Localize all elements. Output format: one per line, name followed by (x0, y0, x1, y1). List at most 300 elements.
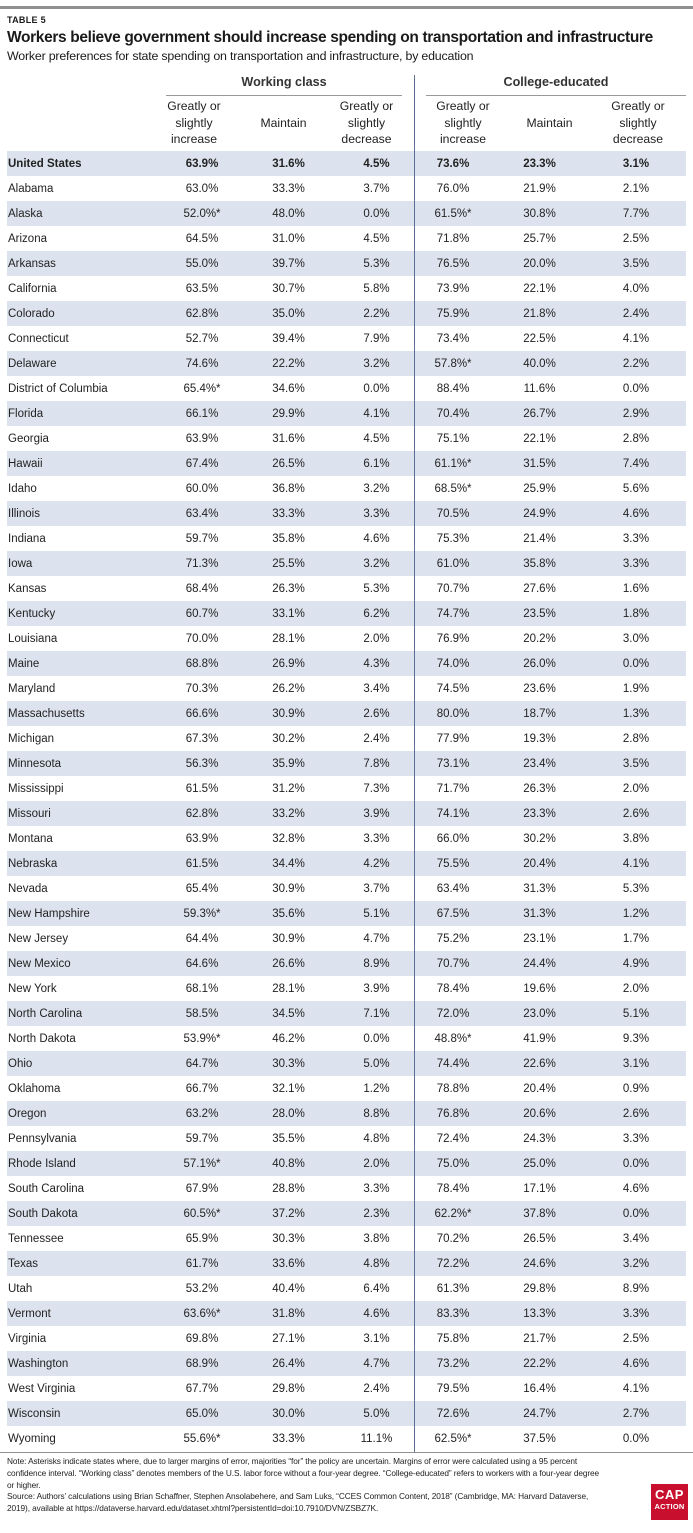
cell-ce-maintain: 41.9% (523, 1032, 556, 1045)
cell-wc-decrease: 2.0% (363, 1157, 390, 1170)
cell-state: California (8, 282, 57, 295)
cell-wc-decrease: 4.5% (363, 157, 390, 170)
cell-ce-increase: 76.9% (436, 632, 470, 645)
cell-ce-decrease: 2.1% (622, 182, 650, 195)
cell-state: Alaska (8, 207, 43, 220)
cell-ce-maintain: 26.7% (523, 407, 556, 420)
cell-ce-decrease: 4.9% (622, 957, 650, 970)
logo-line-2: ACTION (654, 1502, 685, 1511)
cell-wc-maintain: 31.0% (272, 232, 305, 245)
cell-ce-maintain: 23.5% (523, 607, 556, 620)
cell-wc-maintain: 26.2% (272, 682, 305, 695)
cell-ce-maintain: 19.6% (523, 982, 556, 995)
cell-wc-maintain: 30.0% (272, 1407, 305, 1420)
cell-wc-maintain: 31.6% (272, 432, 305, 445)
cell-ce-increase: 74.5% (436, 682, 470, 695)
cell-wc-increase: 64.6% (185, 957, 219, 970)
cell-ce-maintain: 24.4% (523, 957, 556, 970)
cell-wc-decrease: 3.3% (363, 1182, 390, 1195)
cell-ce-decrease: 2.7% (622, 1407, 650, 1420)
cell-state: Wisconsin (8, 1407, 61, 1420)
cell-ce-decrease: 1.6% (622, 582, 650, 595)
cell-wc-increase: 62.8% (185, 807, 219, 820)
cell-wc-decrease: 4.6% (363, 1307, 390, 1320)
cell-ce-increase: 57.8%* (434, 357, 472, 370)
cell-state: Montana (8, 832, 53, 845)
cell-ce-increase: 74.0% (436, 657, 470, 670)
cell-ce-decrease: 1.2% (622, 907, 650, 920)
cell-ce-decrease: 2.4% (622, 307, 650, 320)
cell-state: Washington (8, 1357, 69, 1370)
cell-wc-increase: 52.7% (185, 332, 219, 345)
cell-ce-decrease: 2.8% (622, 432, 650, 445)
cell-wc-increase: 63.4% (185, 507, 219, 520)
cell-ce-increase: 73.4% (436, 332, 470, 345)
cell-ce-maintain: 31.3% (523, 882, 556, 895)
cell-wc-decrease: 3.1% (363, 1332, 390, 1345)
cell-ce-maintain: 17.1% (523, 1182, 556, 1195)
cell-wc-maintain: 32.1% (272, 1082, 305, 1095)
table-row (7, 476, 686, 501)
cell-wc-maintain: 29.9% (272, 407, 305, 420)
cell-wc-maintain: 33.6% (272, 1257, 305, 1270)
cell-ce-decrease: 2.8% (622, 732, 650, 745)
cell-ce-increase: 78.4% (436, 982, 470, 995)
cell-state: Oregon (8, 1107, 47, 1120)
cell-wc-maintain: 28.0% (272, 1107, 305, 1120)
cell-wc-increase: 56.3% (185, 757, 219, 770)
bottom-rule (0, 1452, 693, 1453)
cell-state: Missouri (8, 807, 51, 820)
cell-wc-maintain: 25.5% (272, 557, 305, 570)
cell-ce-decrease: 2.0% (622, 982, 650, 995)
cell-wc-maintain: 26.3% (272, 582, 305, 595)
cell-state: Indiana (8, 532, 46, 545)
cell-wc-decrease: 4.5% (363, 232, 390, 245)
table-row (7, 976, 686, 1001)
table-title: Workers believe government should increase spending on transportation and infrastructure (7, 29, 653, 46)
cell-ce-maintain: 21.9% (523, 182, 556, 195)
table-row (7, 1301, 686, 1326)
cell-wc-maintain: 39.7% (272, 257, 305, 270)
cell-wc-decrease: 6.2% (363, 607, 390, 620)
table-label: TABLE 5 (7, 15, 46, 25)
column-header-ce-maintain: Maintain (526, 115, 573, 130)
table-row (7, 901, 686, 926)
cell-ce-maintain: 30.2% (523, 832, 556, 845)
cell-wc-maintain: 48.0% (272, 207, 305, 220)
cell-ce-decrease: 2.2% (622, 357, 650, 370)
cell-wc-maintain: 30.9% (272, 707, 305, 720)
cell-ce-decrease: 3.3% (622, 557, 650, 570)
cell-ce-increase: 75.0% (436, 1157, 470, 1170)
cell-wc-increase: 62.8% (185, 307, 219, 320)
cell-ce-maintain: 26.3% (523, 782, 556, 795)
cell-ce-increase: 61.3% (436, 1282, 470, 1295)
cell-wc-increase: 65.9% (185, 1232, 219, 1245)
cell-ce-increase: 62.2%* (434, 1207, 472, 1220)
cell-ce-increase: 70.7% (436, 582, 470, 595)
cell-wc-increase: 66.1% (185, 407, 219, 420)
cell-ce-increase: 75.3% (436, 532, 470, 545)
cell-wc-decrease: 0.0% (363, 1032, 390, 1045)
cell-ce-maintain: 25.7% (523, 232, 556, 245)
cell-ce-maintain: 24.9% (523, 507, 556, 520)
column-header-wc-maintain: Maintain (260, 115, 307, 130)
cell-state: District of Columbia (8, 382, 108, 395)
cell-ce-increase: 48.8%* (434, 1032, 472, 1045)
cell-state: Iowa (8, 557, 33, 570)
cell-wc-maintain: 30.3% (272, 1232, 305, 1245)
cell-wc-maintain: 28.8% (272, 1182, 305, 1195)
table-row (7, 351, 686, 376)
cell-wc-decrease: 3.7% (363, 882, 390, 895)
cell-ce-maintain: 30.8% (523, 207, 556, 220)
cell-state: Rhode Island (8, 1157, 76, 1170)
table-row (7, 1351, 686, 1376)
cell-ce-decrease: 0.0% (622, 1157, 650, 1170)
group-header-college-educated: College-educated (503, 75, 609, 89)
cell-wc-decrease: 5.3% (363, 257, 390, 270)
cell-wc-maintain: 33.1% (272, 607, 305, 620)
cell-ce-increase: 83.3% (436, 1307, 470, 1320)
table-row (7, 151, 686, 176)
cell-wc-maintain: 30.2% (272, 732, 305, 745)
cell-ce-increase: 75.8% (436, 1332, 470, 1345)
table-row (7, 1126, 686, 1151)
cell-wc-increase: 69.8% (185, 1332, 219, 1345)
cell-ce-increase: 73.1% (436, 757, 470, 770)
table-row (7, 676, 686, 701)
cell-ce-decrease: 2.0% (622, 782, 650, 795)
cell-ce-increase: 70.4% (436, 407, 470, 420)
cell-wc-increase: 64.5% (185, 232, 219, 245)
cell-wc-decrease: 3.8% (363, 1232, 390, 1245)
cell-wc-decrease: 3.9% (363, 982, 390, 995)
top-rule (0, 6, 693, 9)
cell-state: Kansas (8, 582, 47, 595)
table-row (7, 826, 686, 851)
data-table-body (7, 151, 686, 1451)
cell-ce-maintain: 16.4% (523, 1382, 556, 1395)
table-row (7, 451, 686, 476)
cell-wc-increase: 67.4% (185, 457, 219, 470)
cell-ce-increase: 74.1% (436, 807, 470, 820)
table-row (7, 401, 686, 426)
cell-wc-increase: 55.0% (185, 257, 219, 270)
cell-ce-decrease: 2.6% (622, 1107, 650, 1120)
table-row (7, 801, 686, 826)
cell-wc-decrease: 2.4% (363, 1382, 390, 1395)
cell-wc-increase: 68.9% (185, 1357, 219, 1370)
table-row (7, 526, 686, 551)
cell-wc-increase: 67.7% (185, 1382, 219, 1395)
cell-ce-maintain: 24.3% (523, 1132, 556, 1145)
cell-ce-decrease: 3.8% (622, 832, 650, 845)
cell-ce-decrease: 0.0% (622, 657, 650, 670)
cell-wc-decrease: 7.3% (363, 782, 390, 795)
table-row (7, 326, 686, 351)
table-row (7, 651, 686, 676)
cell-wc-decrease: 4.8% (363, 1257, 390, 1270)
table-row (7, 776, 686, 801)
cell-wc-decrease: 3.4% (363, 682, 390, 695)
cell-state: Kentucky (8, 607, 56, 620)
cell-ce-maintain: 31.3% (523, 907, 556, 920)
cell-state: Nevada (8, 882, 48, 895)
cell-state: Illinois (8, 507, 40, 520)
cell-ce-maintain: 23.0% (523, 1007, 556, 1020)
cell-state: Arkansas (8, 257, 56, 270)
cell-wc-maintain: 30.3% (272, 1057, 305, 1070)
cell-wc-increase: 59.7% (185, 1132, 219, 1145)
cell-ce-maintain: 24.6% (523, 1257, 556, 1270)
cell-wc-decrease: 5.0% (363, 1057, 390, 1070)
cell-state: Louisiana (8, 632, 58, 645)
cell-ce-increase: 78.4% (436, 1182, 470, 1195)
cell-ce-maintain: 23.4% (523, 757, 556, 770)
table-row (7, 1251, 686, 1276)
cell-ce-decrease: 4.6% (622, 1357, 650, 1370)
cell-wc-maintain: 27.1% (272, 1332, 305, 1345)
cell-wc-increase: 58.5% (185, 1007, 219, 1020)
cell-ce-decrease: 3.2% (622, 1257, 650, 1270)
cell-wc-decrease: 6.4% (363, 1282, 390, 1295)
cell-ce-increase: 78.8% (436, 1082, 470, 1095)
cell-state: Oklahoma (8, 1082, 61, 1095)
cell-wc-decrease: 4.7% (363, 1357, 390, 1370)
cell-wc-maintain: 29.8% (272, 1382, 305, 1395)
cell-state: Florida (8, 407, 44, 420)
cell-ce-maintain: 21.7% (523, 1332, 556, 1345)
cell-ce-maintain: 20.6% (523, 1107, 556, 1120)
cell-wc-maintain: 28.1% (272, 632, 305, 645)
cell-wc-maintain: 35.9% (272, 757, 305, 770)
table-row (7, 1076, 686, 1101)
cell-wc-decrease: 3.3% (363, 507, 390, 520)
cell-state: Maryland (8, 682, 56, 695)
table-subtitle: Worker preferences for state spending on transportation and infrastructure, by education (7, 49, 474, 63)
cell-wc-increase: 65.4%* (183, 382, 221, 395)
table-row (7, 301, 686, 326)
note-text: Note: Asterisks indicate states where, due to larger margins of error, majorities “for” the policy are uncertain. Margins of error were calculated using a 95 percent confidence interval. “Working class” denotes members of the U.S. labor force without a four-year degree. “College-educated” refers to workers with a four-year degree or higher. (7, 1456, 600, 1490)
logo-line-1: CAP (655, 1487, 684, 1502)
cell-ce-increase: 61.0% (436, 557, 470, 570)
table-row (7, 501, 686, 526)
cell-state: Virginia (8, 1332, 47, 1345)
table-row (7, 376, 686, 401)
cell-ce-decrease: 8.9% (622, 1282, 650, 1295)
table-row (7, 576, 686, 601)
group-divider (414, 75, 415, 1452)
cell-wc-maintain: 34.4% (272, 857, 305, 870)
table-row (7, 1401, 686, 1426)
column-header-wc-increase: Greatly or slightly increase (167, 99, 221, 147)
cell-ce-maintain: 22.2% (523, 1357, 556, 1370)
table-row (7, 1376, 686, 1401)
cell-wc-increase: 66.6% (185, 707, 219, 720)
table-row (7, 276, 686, 301)
cell-state: Hawaii (8, 457, 43, 470)
cell-wc-maintain: 33.3% (272, 182, 305, 195)
cell-ce-maintain: 29.8% (523, 1282, 556, 1295)
cell-ce-increase: 71.8% (436, 232, 470, 245)
cell-wc-decrease: 5.1% (363, 907, 390, 920)
cell-wc-decrease: 5.3% (363, 582, 390, 595)
cell-state: Nebraska (8, 857, 58, 870)
cell-wc-maintain: 34.5% (272, 1007, 305, 1020)
cell-wc-decrease: 6.1% (363, 457, 390, 470)
table-row (7, 601, 686, 626)
cell-wc-increase: 57.1%* (183, 1157, 221, 1170)
cell-ce-maintain: 13.3% (523, 1307, 556, 1320)
table-row (7, 1326, 686, 1351)
cell-wc-increase: 63.9% (185, 432, 219, 445)
cell-state: North Carolina (8, 1007, 83, 1020)
cell-wc-maintain: 26.6% (272, 957, 305, 970)
cell-ce-decrease: 3.4% (622, 1232, 650, 1245)
cell-ce-decrease: 7.7% (622, 207, 650, 220)
cell-wc-increase: 65.4% (185, 882, 219, 895)
table-row (7, 1176, 686, 1201)
cell-ce-decrease: 4.6% (622, 1182, 650, 1195)
cell-state: Alabama (8, 182, 54, 195)
cell-ce-increase: 70.5% (436, 507, 470, 520)
table-row (7, 1151, 686, 1176)
cell-ce-decrease: 4.0% (622, 282, 650, 295)
cell-wc-increase: 61.5% (185, 857, 219, 870)
cell-ce-maintain: 20.4% (523, 857, 556, 870)
cell-ce-increase: 88.4% (436, 382, 470, 395)
cell-wc-increase: 55.6%* (183, 1432, 221, 1445)
cell-ce-decrease: 0.0% (622, 382, 650, 395)
cell-ce-decrease: 5.1% (622, 1007, 650, 1020)
cell-wc-decrease: 1.2% (363, 1082, 390, 1095)
footnote (7, 1456, 607, 1515)
table-row (7, 751, 686, 776)
cell-ce-maintain: 25.9% (523, 482, 556, 495)
cell-wc-maintain: 26.4% (272, 1357, 305, 1370)
cell-ce-decrease: 3.3% (622, 532, 650, 545)
cell-wc-maintain: 30.9% (272, 932, 305, 945)
cell-wc-increase: 70.3% (185, 682, 219, 695)
cell-wc-maintain: 46.2% (272, 1032, 305, 1045)
cell-ce-increase: 70.2% (436, 1232, 470, 1245)
table-row (7, 1001, 686, 1026)
cell-ce-increase: 70.7% (436, 957, 470, 970)
cell-wc-increase: 61.5% (185, 782, 219, 795)
cell-wc-increase: 52.0%* (183, 207, 221, 220)
cell-wc-maintain: 30.9% (272, 882, 305, 895)
cell-ce-decrease: 5.6% (622, 482, 650, 495)
cell-ce-increase: 77.9% (436, 732, 470, 745)
cell-wc-maintain: 22.2% (272, 357, 305, 370)
table-row (7, 951, 686, 976)
cell-ce-maintain: 21.4% (523, 532, 556, 545)
cell-wc-maintain: 39.4% (272, 332, 305, 345)
cell-ce-increase: 76.5% (436, 257, 470, 270)
cell-ce-decrease: 1.9% (622, 682, 650, 695)
cell-ce-decrease: 5.3% (622, 882, 650, 895)
cell-ce-increase: 61.1%* (434, 457, 472, 470)
cell-wc-decrease: 4.2% (363, 857, 390, 870)
cell-wc-maintain: 37.2% (272, 1207, 305, 1220)
cell-ce-maintain: 20.2% (523, 632, 556, 645)
cell-wc-maintain: 30.7% (272, 282, 305, 295)
cell-ce-increase: 68.5%* (434, 482, 472, 495)
cell-wc-decrease: 3.2% (363, 357, 390, 370)
cell-state: Arizona (8, 232, 47, 245)
cell-wc-increase: 63.9% (185, 832, 219, 845)
cell-wc-maintain: 35.0% (272, 307, 305, 320)
cell-ce-increase: 73.6% (436, 157, 470, 170)
cell-wc-decrease: 4.3% (363, 657, 390, 670)
group-underline-college-educated (426, 95, 686, 96)
cell-ce-decrease: 0.0% (622, 1207, 650, 1220)
cell-ce-maintain: 27.6% (523, 582, 556, 595)
cell-ce-decrease: 4.1% (622, 1382, 650, 1395)
table-row (7, 726, 686, 751)
cell-ce-maintain: 21.8% (523, 307, 556, 320)
cell-ce-decrease: 4.6% (622, 507, 650, 520)
cell-wc-increase: 63.0% (185, 182, 219, 195)
cell-ce-maintain: 20.4% (523, 1082, 556, 1095)
cell-ce-maintain: 23.1% (523, 932, 556, 945)
cell-ce-maintain: 25.0% (523, 1157, 556, 1170)
cell-ce-maintain: 35.8% (523, 557, 556, 570)
cell-state: Tennessee (8, 1232, 64, 1245)
cell-wc-maintain: 32.8% (272, 832, 305, 845)
cell-wc-decrease: 3.7% (363, 182, 390, 195)
cell-state: Colorado (8, 307, 55, 320)
table-row (7, 176, 686, 201)
cell-state: Maine (8, 657, 40, 670)
cell-wc-increase: 60.0% (185, 482, 219, 495)
cell-ce-maintain: 26.0% (523, 657, 556, 670)
cell-wc-maintain: 40.8% (272, 1157, 305, 1170)
cell-ce-decrease: 1.8% (622, 607, 650, 620)
cell-wc-increase: 67.9% (185, 1182, 219, 1195)
cell-state: Mississippi (8, 782, 64, 795)
cell-wc-increase: 71.3% (185, 557, 219, 570)
cell-ce-decrease: 0.9% (622, 1082, 650, 1095)
cell-wc-increase: 68.8% (185, 657, 219, 670)
cell-state: Vermont (8, 1307, 51, 1320)
table-row (7, 1101, 686, 1126)
cell-wc-maintain: 35.8% (272, 532, 305, 545)
cell-ce-increase: 71.7% (436, 782, 470, 795)
cell-state: Minnesota (8, 757, 62, 770)
cell-state: Utah (8, 1282, 33, 1295)
cell-wc-maintain: 40.4% (272, 1282, 305, 1295)
cell-ce-decrease: 4.1% (622, 857, 650, 870)
cell-wc-decrease: 5.0% (363, 1407, 390, 1420)
cell-state: Connecticut (8, 332, 69, 345)
cell-ce-decrease: 3.5% (622, 257, 650, 270)
table-row (7, 1426, 686, 1451)
cell-wc-maintain: 35.6% (272, 907, 305, 920)
cell-state: New Mexico (8, 957, 71, 970)
cell-state: North Dakota (8, 1032, 76, 1045)
cell-state: New Hampshire (8, 907, 90, 920)
cap-action-logo (651, 1484, 688, 1520)
cell-wc-decrease: 8.8% (363, 1107, 390, 1120)
cell-ce-increase: 67.5% (436, 907, 470, 920)
cell-wc-decrease: 3.3% (363, 832, 390, 845)
cell-ce-decrease: 3.5% (622, 757, 650, 770)
cell-ce-decrease: 2.5% (622, 232, 650, 245)
cell-wc-decrease: 0.0% (363, 382, 390, 395)
